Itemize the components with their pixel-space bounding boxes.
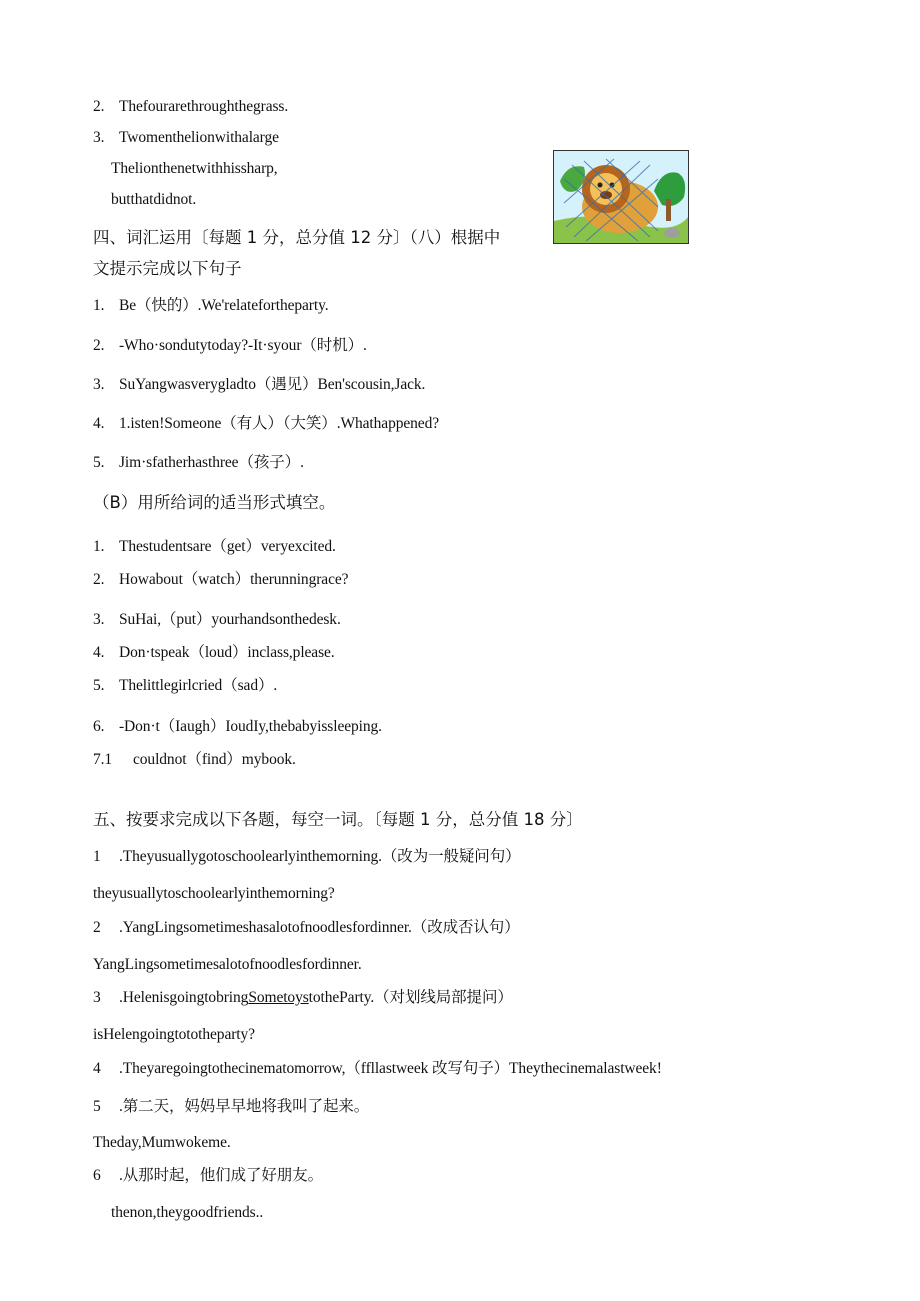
- item-number: 1.: [93, 538, 105, 555]
- section5-q5-answer: Theday,Mumwokeme.: [93, 1134, 231, 1151]
- item-text: Howabout（watch）therunningrace?: [119, 571, 349, 588]
- item-number: 7.1: [93, 751, 113, 768]
- item-text: Jim·sfatherhasthree（孩子）.: [119, 454, 304, 471]
- item-text: Be（快的）.We'relatefortheparty.: [119, 297, 329, 314]
- section4-heading-line2: 文提示完成以下句子: [93, 259, 242, 278]
- section4-a-item-2: [93, 338, 367, 354]
- section5-q6: [93, 1168, 323, 1184]
- item-number: 5.: [93, 454, 105, 471]
- item-text: couldnot（find）mybook.: [133, 751, 296, 768]
- section4-a-item-1: [93, 298, 329, 314]
- item-text-pre: .Helenisgoingtobring: [119, 989, 249, 1006]
- item-number: 6.: [93, 718, 105, 735]
- item-text: .Theyaregoingtothecinematomorrow,（ffllastweek 改写句子）Theythecinemalastweek!: [119, 1060, 662, 1077]
- section5-q4: [93, 1061, 662, 1077]
- section4-b-item-4: [93, 645, 335, 661]
- item-number: 1: [93, 848, 101, 865]
- section5-q1: [93, 849, 521, 865]
- item-number: 5.: [93, 677, 105, 694]
- item-number: 3: [93, 989, 101, 1006]
- item-text: -Don·t（Iaugh）IoudIy,thebabyissleeping.: [119, 718, 382, 735]
- item-text: -Who·sondutytoday?-It·syour（时机）.: [119, 337, 367, 354]
- item-number: 5: [93, 1098, 101, 1115]
- section5-q2-answer: YangLingsometimesalotofnoodlesfordinner.: [93, 956, 362, 973]
- section5-q5: [93, 1099, 369, 1115]
- section4-b-item-7: [93, 752, 296, 768]
- item-number: 4: [93, 1060, 101, 1077]
- item-text: .从那时起，他们成了好朋友。: [119, 1167, 323, 1184]
- item-text: SuHai,（put）yourhandsonthedesk.: [119, 611, 341, 628]
- section4-b-item-5: [93, 678, 277, 694]
- section4-b-item-2: [93, 572, 348, 588]
- item-text: Thelittlegirlcried（sad）.: [119, 677, 278, 694]
- section5-q3: [93, 990, 513, 1006]
- section3-item-3-line1: [93, 130, 279, 146]
- item-text: Don·tspeak（loud）inclass,please.: [119, 644, 335, 661]
- section4-heading-line1: 四、词汇运用〔每题 1 分，总分值 12 分〕（八）根据中: [93, 228, 501, 247]
- item-text: .第二天，妈妈早早地将我叫了起来。: [119, 1098, 370, 1115]
- section5-q1-answer: theyusuallytoschoolearlyinthemorning?: [93, 885, 335, 902]
- item-number: 3.: [93, 611, 105, 628]
- item-number: 6: [93, 1167, 101, 1184]
- item-number: 2.: [93, 98, 105, 115]
- item-number: 2.: [93, 337, 105, 354]
- section4-a-item-5: [93, 455, 304, 471]
- item-text: 1.isten!Someone（有人）（大笑）.Whathappened?: [119, 415, 440, 432]
- section4-a-item-3: [93, 377, 425, 393]
- item-text: Thefourarethroughthegrass.: [119, 98, 289, 115]
- item-text: Thestudentsare（get）veryexcited.: [119, 538, 336, 555]
- section3-item-3-line2: Thelionthenetwithhissharp,: [111, 160, 278, 177]
- item-number: 2: [93, 919, 101, 936]
- section5-heading: 五、按要求完成以下各题，每空一词。〔每题 1 分，总分值 18 分〕: [93, 810, 583, 829]
- section3-item-3-line3: butthatdidnot.: [111, 191, 197, 208]
- item-number: 4.: [93, 415, 105, 432]
- section4-a-item-4: [93, 416, 439, 432]
- section4-partB-heading: （B）用所给词的适当形式填空。: [93, 493, 336, 512]
- section3-item-2: [93, 99, 288, 115]
- item-text: SuYangwasverygladto（遇见）Ben'scousin,Jack.: [119, 376, 426, 393]
- item-number: 2.: [93, 571, 105, 588]
- lion-in-net-illustration: [553, 150, 689, 244]
- item-number: 3.: [93, 129, 105, 146]
- section4-b-item-3: [93, 612, 341, 628]
- section5-q6-answer: thenon,theygoodfriends..: [111, 1204, 264, 1221]
- item-text: .YangLingsometimeshasalotofnoodlesfordinner.（改成否认句）: [119, 919, 520, 936]
- section5-q2: [93, 920, 520, 936]
- item-text: .Theyusuallygotoschoolearlyinthemorning.（改为一般疑问句）: [119, 848, 521, 865]
- item-text: Twomenthelionwithalarge: [119, 129, 279, 146]
- section4-b-item-1: [93, 539, 336, 555]
- lion-picture-icon: [554, 151, 688, 243]
- item-text-post: totheParty.（对划线局部提问）: [308, 989, 513, 1006]
- item-number: 1.: [93, 297, 105, 314]
- section5-q3-answer: isHelengoingtototheparty?: [93, 1026, 255, 1043]
- section4-b-item-6: [93, 719, 382, 735]
- underlined-phrase: Sometoys: [248, 989, 309, 1006]
- item-number: 4.: [93, 644, 105, 661]
- item-number: 3.: [93, 376, 105, 393]
